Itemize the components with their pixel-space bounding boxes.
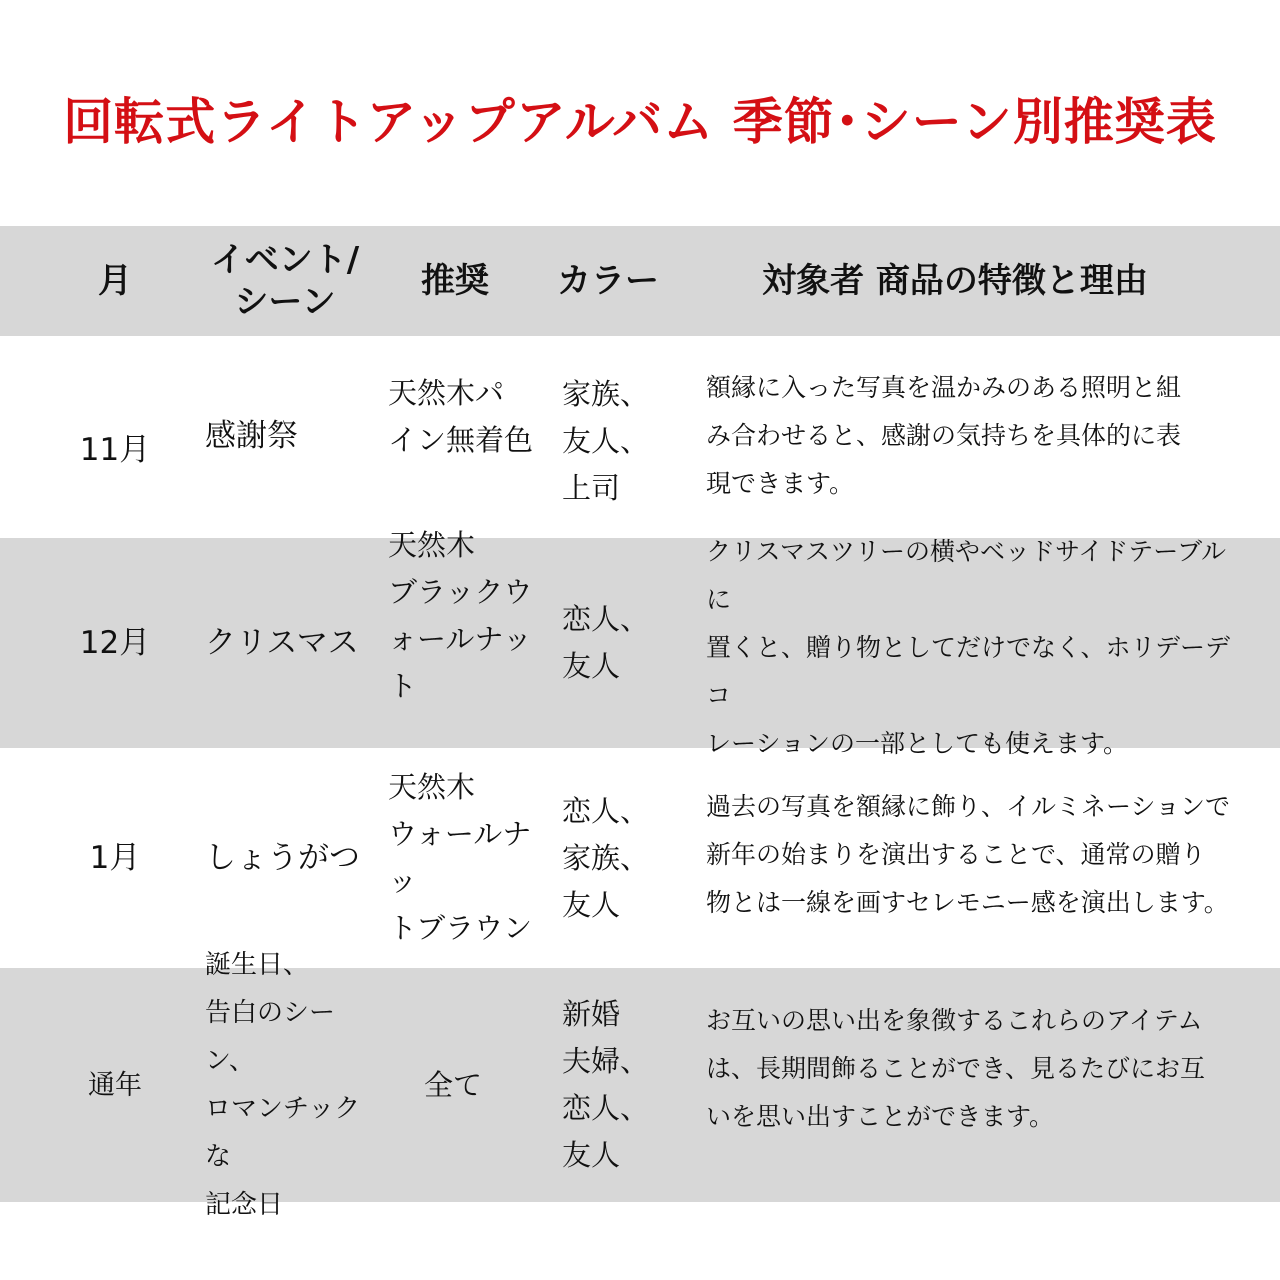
cell-event: 誕生日、 告白のシーン、 ロマンチックな 記念日 [205,950,361,1220]
table-row [0,336,1280,538]
cell-recommend: 天然木パ イン無着色 [388,376,534,457]
cell-month: 通年 [88,1069,142,1101]
header-event: イベント/ シーン [210,240,360,322]
cell-month: 1月 [89,839,141,876]
cell-description: お互いの思い出を象徴するこれらのアイテム は、長期間飾ることができ、見るたびにお互 いを思い出すことができます。 [706,1006,1206,1131]
cell-color: 恋人、 家族、 友人 [562,793,650,922]
cell-event: 感謝祭 [205,417,298,454]
table-header-row [0,226,1280,336]
table-row [0,748,1280,968]
cell-description: 額縁に入った写真を温かみのある照明と組 み合わせると、感謝の気持ちを具体的に表 現できます。 [706,373,1182,498]
page-title: 回転式ライトアップアルバム 季節･シーン別推奨表 [63,93,1217,151]
cell-color: 新婚 夫婦、 恋人、 友人 [562,997,650,1172]
cell-color: 家族、 友人、 上司 [562,376,650,505]
cell-recommend: 全て [423,1067,482,1102]
table-row [0,950,1280,1220]
cell-description: 過去の写真を額縁に飾り、イルミネーションで 新年の始まりを演出することで、通常の贈り 物とは一線を画すセレモニー感を演出します。 [706,792,1231,917]
table-row [0,528,1280,758]
cell-recommend: 天然木 ウォールナッ トブラウン [388,770,533,945]
header-description: 対象者 商品の特徴と理由 [762,261,1148,301]
header-month: 月 [98,261,132,301]
cell-event: クリスマス [205,624,359,661]
header-recommend: 推奨 [421,261,489,301]
cell-description: クリスマスツリーの横やベッドサイドテーブルに 置くと、贈り物としてだけでなく、ホリデーデコ レーションの一部としても使えます。 [706,537,1231,758]
cell-recommend: 天然木 ブラックウ ォールナット [388,528,533,703]
cell-month: 12月 [79,624,151,661]
cell-event: しょうがつ [205,839,360,876]
cell-month: 11月 [79,431,151,468]
cell-color: 恋人、 友人 [562,602,650,683]
header-color: カラー [557,261,659,301]
